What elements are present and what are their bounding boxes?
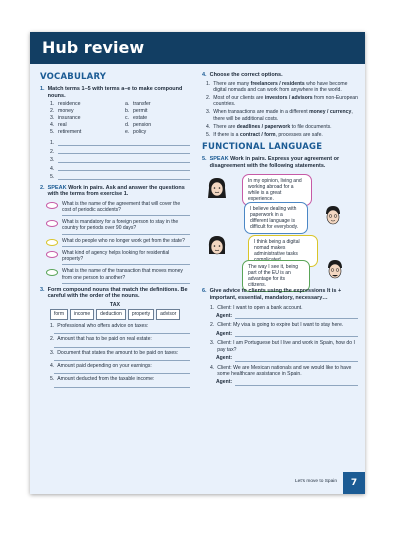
word-chip: advisor (156, 309, 180, 320)
term-item: e. policy (125, 129, 147, 136)
functional-language-title: FUNCTIONAL LANGUAGE (202, 142, 323, 153)
word-chip: property (128, 309, 154, 320)
speech-illustration (202, 172, 358, 289)
term-item: 2. money (50, 108, 74, 115)
exercise-5 (202, 156, 358, 289)
term-columns (50, 101, 190, 136)
woman-face-icon (206, 234, 228, 260)
choice-text[interactable]: money / currency (309, 109, 352, 116)
exercise-6 (202, 288, 358, 385)
exercise-number: 4. (202, 72, 207, 78)
vocabulary-title: VOCABULARY (40, 72, 107, 82)
word-chip: deduction (96, 309, 126, 320)
exercise-4 (202, 72, 358, 138)
choice-text[interactable]: deadlines / paperwork (236, 123, 291, 130)
header-bar (30, 32, 365, 64)
option-item: 2. Most of our clients are investors / advisors from non-European countries. (206, 95, 358, 108)
exercise-3 (40, 287, 190, 388)
worksheet-page (30, 32, 365, 494)
exercise-2 (40, 185, 190, 284)
answer-line[interactable] (54, 329, 190, 334)
option-item: 3. When transactions are made in a different money / currency, there will be additional costs. (206, 109, 353, 122)
speak-label: SPEAK (209, 156, 229, 163)
definition-item: 2. Amount that has to be paid on real estate: (50, 336, 152, 343)
term-item: 1. residence (50, 101, 81, 108)
speech-bubble-icon (46, 220, 58, 227)
question-item: What kind of agency helps looking for residential property? (46, 250, 190, 265)
definition-item: 1. Professional who offers advice on taxes: (50, 323, 149, 330)
answer-line[interactable] (54, 356, 190, 361)
man-face-icon (324, 258, 346, 284)
answer-line[interactable] (54, 383, 190, 388)
left-column (40, 72, 190, 391)
speech-bubble-icon (46, 251, 58, 258)
answer-line[interactable]: 3. (50, 156, 190, 165)
term-item: b. permit (125, 108, 148, 115)
speech-bubble-icon (46, 202, 58, 209)
right-column (202, 72, 358, 389)
woman-face-icon (206, 176, 228, 202)
tax-label: TAX (109, 301, 121, 308)
client-item: 2. Client: My visa is going to expire but I want to stay here. (210, 322, 344, 329)
exercise-instruction: Match terms 1–5 with terms a–e to make compound nouns. (47, 86, 183, 99)
client-item: 1. Client: I want to open a bank account. (210, 304, 303, 311)
exercise-instruction: Work in pairs. Express your agreement or disagreement with the following statements. (209, 156, 340, 169)
answer-line[interactable]: 1. (50, 139, 190, 148)
exercise-1 (40, 86, 190, 182)
footer-text: Let's move to Spain (295, 479, 337, 484)
speech-bubble: The way I see it, being part of the EU is an advantage for its citizens. (242, 260, 310, 292)
word-chip: income (70, 309, 94, 320)
man-face-icon (322, 204, 344, 230)
definition-item: 3. Document that states the amount to be paid on taxes: (50, 349, 179, 356)
speech-bubble-icon (46, 269, 58, 276)
term-item: 4. real (50, 122, 67, 129)
question-item: What is mandatory for a foreign person to stay in the country for periods over 90 days? (46, 219, 190, 234)
choice-text[interactable]: contract / form (239, 132, 276, 139)
agent-answer[interactable]: Agent: (216, 355, 358, 362)
choice-text[interactable]: freelancers / residents (250, 80, 305, 87)
exercise-number: 3. (40, 286, 45, 293)
definition-item: 4. Amount paid depending on your earnings: (50, 362, 152, 369)
answer-line[interactable]: 5. (50, 173, 190, 182)
exercise-number: 2. (40, 184, 45, 191)
option-item: 5. If there is a contract / form, processes are safe. (206, 132, 323, 139)
exercise-number: 5. (202, 156, 207, 163)
term-item: 3. insurance (50, 115, 81, 122)
speech-bubble: I believe dealing with paperwork in a different language is difficult for everybody. (244, 202, 308, 234)
agent-answer[interactable]: Agent: (216, 379, 358, 386)
definition-item: 5. Amount deducted from the taxable income: (50, 376, 155, 383)
term-item: a. transfer (125, 101, 151, 108)
exercise-number: 1. (40, 86, 45, 92)
client-item: 4. Client: We are Mexican nationals and we would like to have some healthcare assistance in Spain. (210, 364, 352, 377)
question-item: What do people who no longer work get from the state? (46, 238, 190, 247)
term-item: 5. retirement (50, 129, 82, 136)
speech-bubble-icon (46, 239, 58, 246)
speech-bubble: I think being a digital nomad makes administrative tasks (248, 235, 318, 267)
answer-line[interactable]: 4. (50, 165, 190, 174)
option-item: 4. There are deadlines / paperwork to file documents. (206, 123, 332, 130)
term-item: c. estate (125, 115, 148, 122)
word-chip: form (50, 309, 68, 320)
exercise-instruction: Work in pairs. Ask and answer the questions with the terms from exercise 1. (47, 184, 185, 198)
term-item: d. pension (125, 122, 152, 129)
page-number: 7 (343, 472, 365, 494)
exercise-instruction: Give advice to clients using the expressions It is + important, essential, mandatory, necessary… (209, 288, 342, 301)
speak-label: SPEAK (47, 184, 67, 191)
exercise-number: 6. (202, 288, 207, 295)
agent-answer[interactable]: Agent: (216, 331, 358, 338)
question-item: What is the name of the agreement that will cover the cost of periodic accidents? (46, 201, 190, 216)
question-item: What is the name of the transaction that moves money from one person to another? (46, 268, 190, 283)
choice-text[interactable]: investors / advisors (264, 95, 313, 101)
client-item: 3. Client: I am Portuguese but I live and work in Spain, how do I pay tax? (210, 340, 355, 353)
speech-bubble: In my opinion, living and working abroad for a while is a great experience. (242, 174, 312, 206)
agent-answer[interactable]: Agent: (216, 313, 358, 320)
page-title: Hub review (42, 38, 145, 57)
word-box (50, 309, 190, 320)
answer-line[interactable]: 2. (50, 148, 190, 157)
exercise-instruction: Form compound nouns that match the definitions. Be careful with the order of the nouns. (47, 286, 188, 300)
answer-line[interactable] (54, 369, 190, 374)
exercise-instruction: Choose the correct options. (209, 72, 283, 78)
option-item: 1. There are many freelancers / residents who have become digital nomads and can work from anywhere in the world. (206, 80, 348, 93)
answer-line[interactable] (54, 343, 190, 348)
